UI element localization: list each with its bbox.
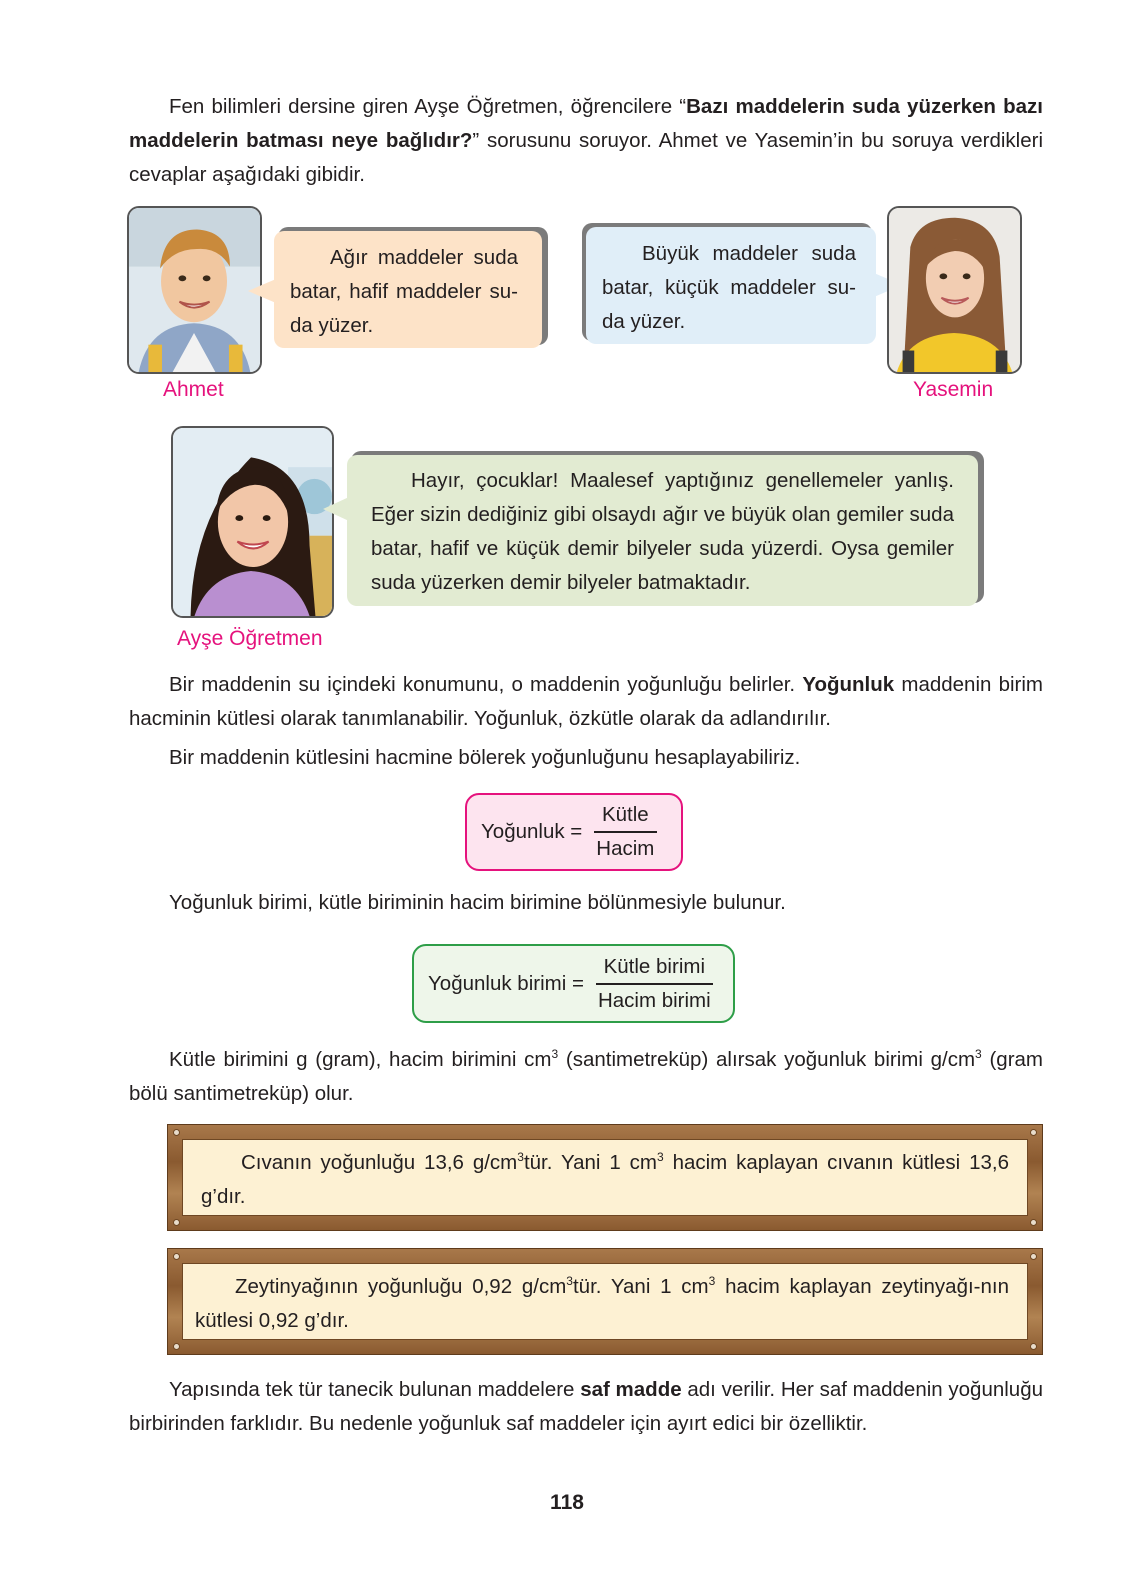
density-formula-box (465, 793, 683, 871)
olive-oil-example-panel (182, 1263, 1028, 1340)
box1-text-2: tür. Yani 1 cm (523, 1151, 657, 1174)
teacher-speech-bubble (347, 451, 984, 607)
formula-denominator: Hacim (596, 837, 655, 860)
superscript: 3 (657, 1150, 664, 1164)
yasemin-bubble-body (586, 227, 876, 344)
nail-icon (1030, 1253, 1037, 1260)
calc-sentence: Bir maddenin kütlesini hacmine bölerek yoğunluğunu hesaplayabiliriz. (169, 746, 801, 769)
teacher-name: Ayşe Öğretmen (177, 627, 323, 650)
mercury-example-text (201, 1146, 1009, 1214)
pure-substance-term: saf madde (580, 1378, 682, 1401)
intro-text-2: ” sorusunu soruyor. Ahmet ve Yasemin’in bu soruya verdikleri cevaplar aşağıdaki gibidir. (129, 129, 1043, 186)
olive-oil-example-text (195, 1270, 1009, 1338)
box2-text-3: hacim kaplayan zeytinyağı-nın kütlesi 0,92 g’dır. (195, 1275, 1009, 1332)
teacher-bubble-body (347, 455, 978, 606)
density-unit-formula-box (412, 944, 735, 1023)
teacher-photo (171, 426, 334, 618)
mercury-example-box (167, 1124, 1043, 1231)
unit-sentence: Yoğunluk birimi, kütle biriminin hacim birimine bölünmesiyle bulunur. (169, 891, 786, 914)
ahmet-name: Ahmet (163, 378, 224, 401)
mercury-example-panel (182, 1139, 1028, 1216)
nail-icon (1030, 1343, 1037, 1350)
box2-text-1: Zeytinyağının yoğunluğu 0,92 g/cm (235, 1275, 567, 1298)
nail-icon (173, 1219, 180, 1226)
teacher-speech-text: Hayır, çocuklar! Maalesef yaptığınız genellemeler yanlış. Eğer sizin dediğiniz gibi olsaydı ağır ve büyük olan gemiler suda batar, hafif ve küçük demir bilyeler suda yüzerdi. Oysa gemiler suda yüzerken demir bilyeler batmaktadır. (371, 469, 954, 594)
units-text-3: (gram bölü santimetreküp) olur. (129, 1048, 1044, 1105)
nail-icon (173, 1343, 180, 1350)
density-term: Yoğunluk (802, 673, 895, 696)
page-number: 118 (550, 1491, 584, 1514)
bubble-tail (248, 279, 276, 303)
formula-numerator: Kütle (594, 803, 657, 833)
formula-lhs: Yoğunluk = (481, 820, 583, 843)
formula-numerator: Kütle birimi (596, 955, 713, 985)
intro-paragraph (129, 90, 1043, 192)
nail-icon (173, 1129, 180, 1136)
formula-denominator: Hacim birimi (597, 988, 711, 1012)
yasemin-speech-bubble (582, 223, 876, 345)
intro-text-1: Fen bilimleri dersine giren Ayşe Öğretmen, öğrencilere “ (169, 95, 687, 118)
ahmet-bubble-body (274, 231, 542, 348)
superscript: 3 (975, 1047, 982, 1061)
pure-text-1: Yapısında tek tür tanecik bulunan maddelere (169, 1378, 581, 1401)
yasemin-photo (887, 206, 1022, 374)
nail-icon (173, 1253, 180, 1260)
density-definition-paragraph (129, 668, 1043, 736)
units-text-1: Kütle birimini g (gram), hacim birimini cm (169, 1048, 552, 1071)
formula-fraction (590, 955, 719, 1013)
formula-fraction (588, 803, 662, 861)
superscript: 3 (566, 1274, 573, 1288)
box1-text-1: Cıvanın yoğunluğu 13,6 g/cm (241, 1151, 518, 1174)
ahmet-speech-text: Ağır maddeler suda batar, hafif maddeler su-da yüzer. (290, 246, 518, 337)
formula-lhs: Yoğunluk birimi = (428, 971, 584, 995)
nail-icon (1030, 1129, 1037, 1136)
yasemin-speech-text: Büyük maddeler suda batar, küçük maddeler su-da yüzer. (602, 242, 856, 333)
nail-icon (1030, 1219, 1037, 1226)
yasemin-name: Yasemin (913, 378, 994, 401)
box2-text-2: tür. Yani 1 cm (572, 1275, 709, 1298)
ahmet-photo (127, 206, 262, 374)
density-def-text-2: maddenin birim hacminin kütlesi olarak tanımlanabilir. Yoğunluk, özkütle olarak da adlandırılır. (129, 673, 1044, 730)
box1-text-3: hacim kaplayan cıvanın kütlesi 13,6 g’dır. (201, 1151, 1009, 1208)
pure-substance-paragraph (129, 1373, 1043, 1441)
intro-question: Bazı maddelerin suda yüzerken bazı maddelerin batması neye bağlıdır? (129, 95, 1043, 152)
density-def-text-1: Bir maddenin su içindeki konumunu, o maddenin yoğunluğu belirler. (169, 673, 803, 696)
superscript: 3 (517, 1150, 524, 1164)
olive-oil-example-box (167, 1248, 1043, 1355)
units-text-2: (santimetreküp) alırsak yoğunluk birimi g/cm (558, 1048, 976, 1071)
superscript: 3 (708, 1274, 716, 1288)
superscript: 3 (551, 1047, 559, 1061)
pure-text-2: adı verilir. Her saf maddenin yoğunluğu birbirinden farklıdır. Bu nedenle yoğunluk saf maddeler için ayırt edici bir özelliktir. (129, 1378, 1044, 1435)
ahmet-speech-bubble (274, 227, 548, 349)
bubble-tail (323, 497, 349, 521)
units-paragraph (129, 1043, 1043, 1111)
